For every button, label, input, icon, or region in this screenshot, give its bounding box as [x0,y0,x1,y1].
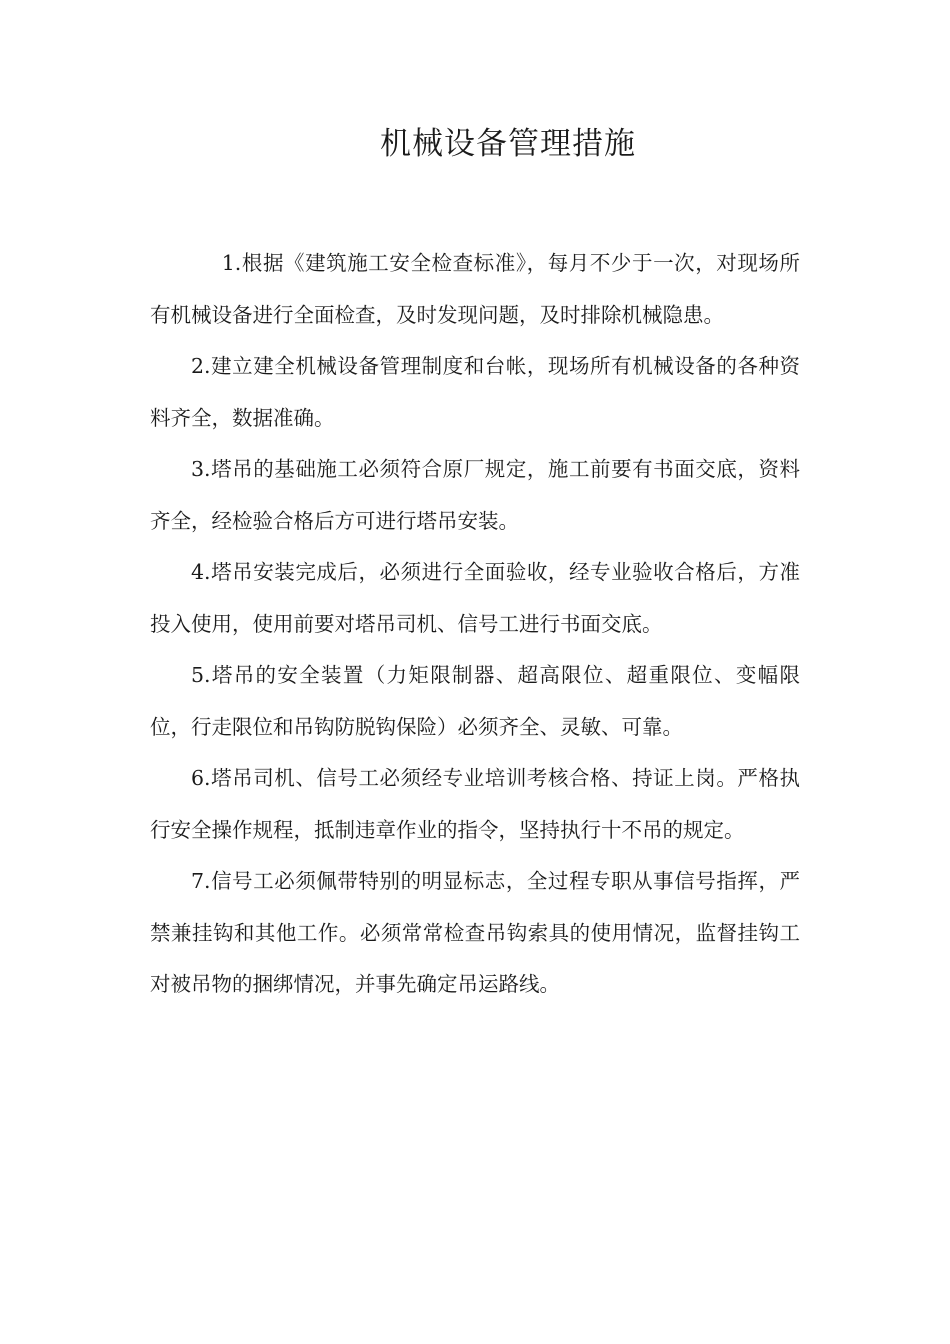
paragraph-5: 5.塔吊的安全装置（力矩限制器、超高限位、超重限位、变幅限位，行走限位和吊钩防脱钩保险）必须齐全、灵敏、可靠。 [150,663,800,739]
paragraph-4: 4.塔吊安装完成后，必须进行全面验收，经专业验收合格后，方准投入使用，使用前要对塔吊司机、信号工进行书面交底。 [150,560,800,636]
paragraph-7: 7.信号工必须佩带特别的明显标志，全过程专职从事信号指挥，严禁兼挂钩和其他工作。必须常常检查吊钩索具的使用情况，监督挂钩工对被吊物的捆绑情况，并事先确定吊运路线。 [150,869,800,996]
paragraph-3: 3.塔吊的基础施工必须符合原厂规定，施工前要有书面交底，资料齐全，经检验合格后方可进行塔吊安装。 [150,457,800,533]
paragraph-2: 2.建立建全机械设备管理制度和台帐，现场所有机械设备的各种资料齐全，数据准确。 [150,354,800,430]
paragraph-1: 1.根据《建筑施工安全检查标准》，每月不少于一次，对现场所有机械设备进行全面检查，及时发现问题，及时排除机械隐患。 [150,251,800,327]
paragraph-6: 6.塔吊司机、信号工必须经专业培训考核合格、持证上岗。严格执行安全操作规程，抵制违章作业的指令，坚持执行十不吊的规定。 [150,766,800,842]
document-title: 机械设备管理措施 [380,126,636,162]
document-body [150,238,800,1011]
